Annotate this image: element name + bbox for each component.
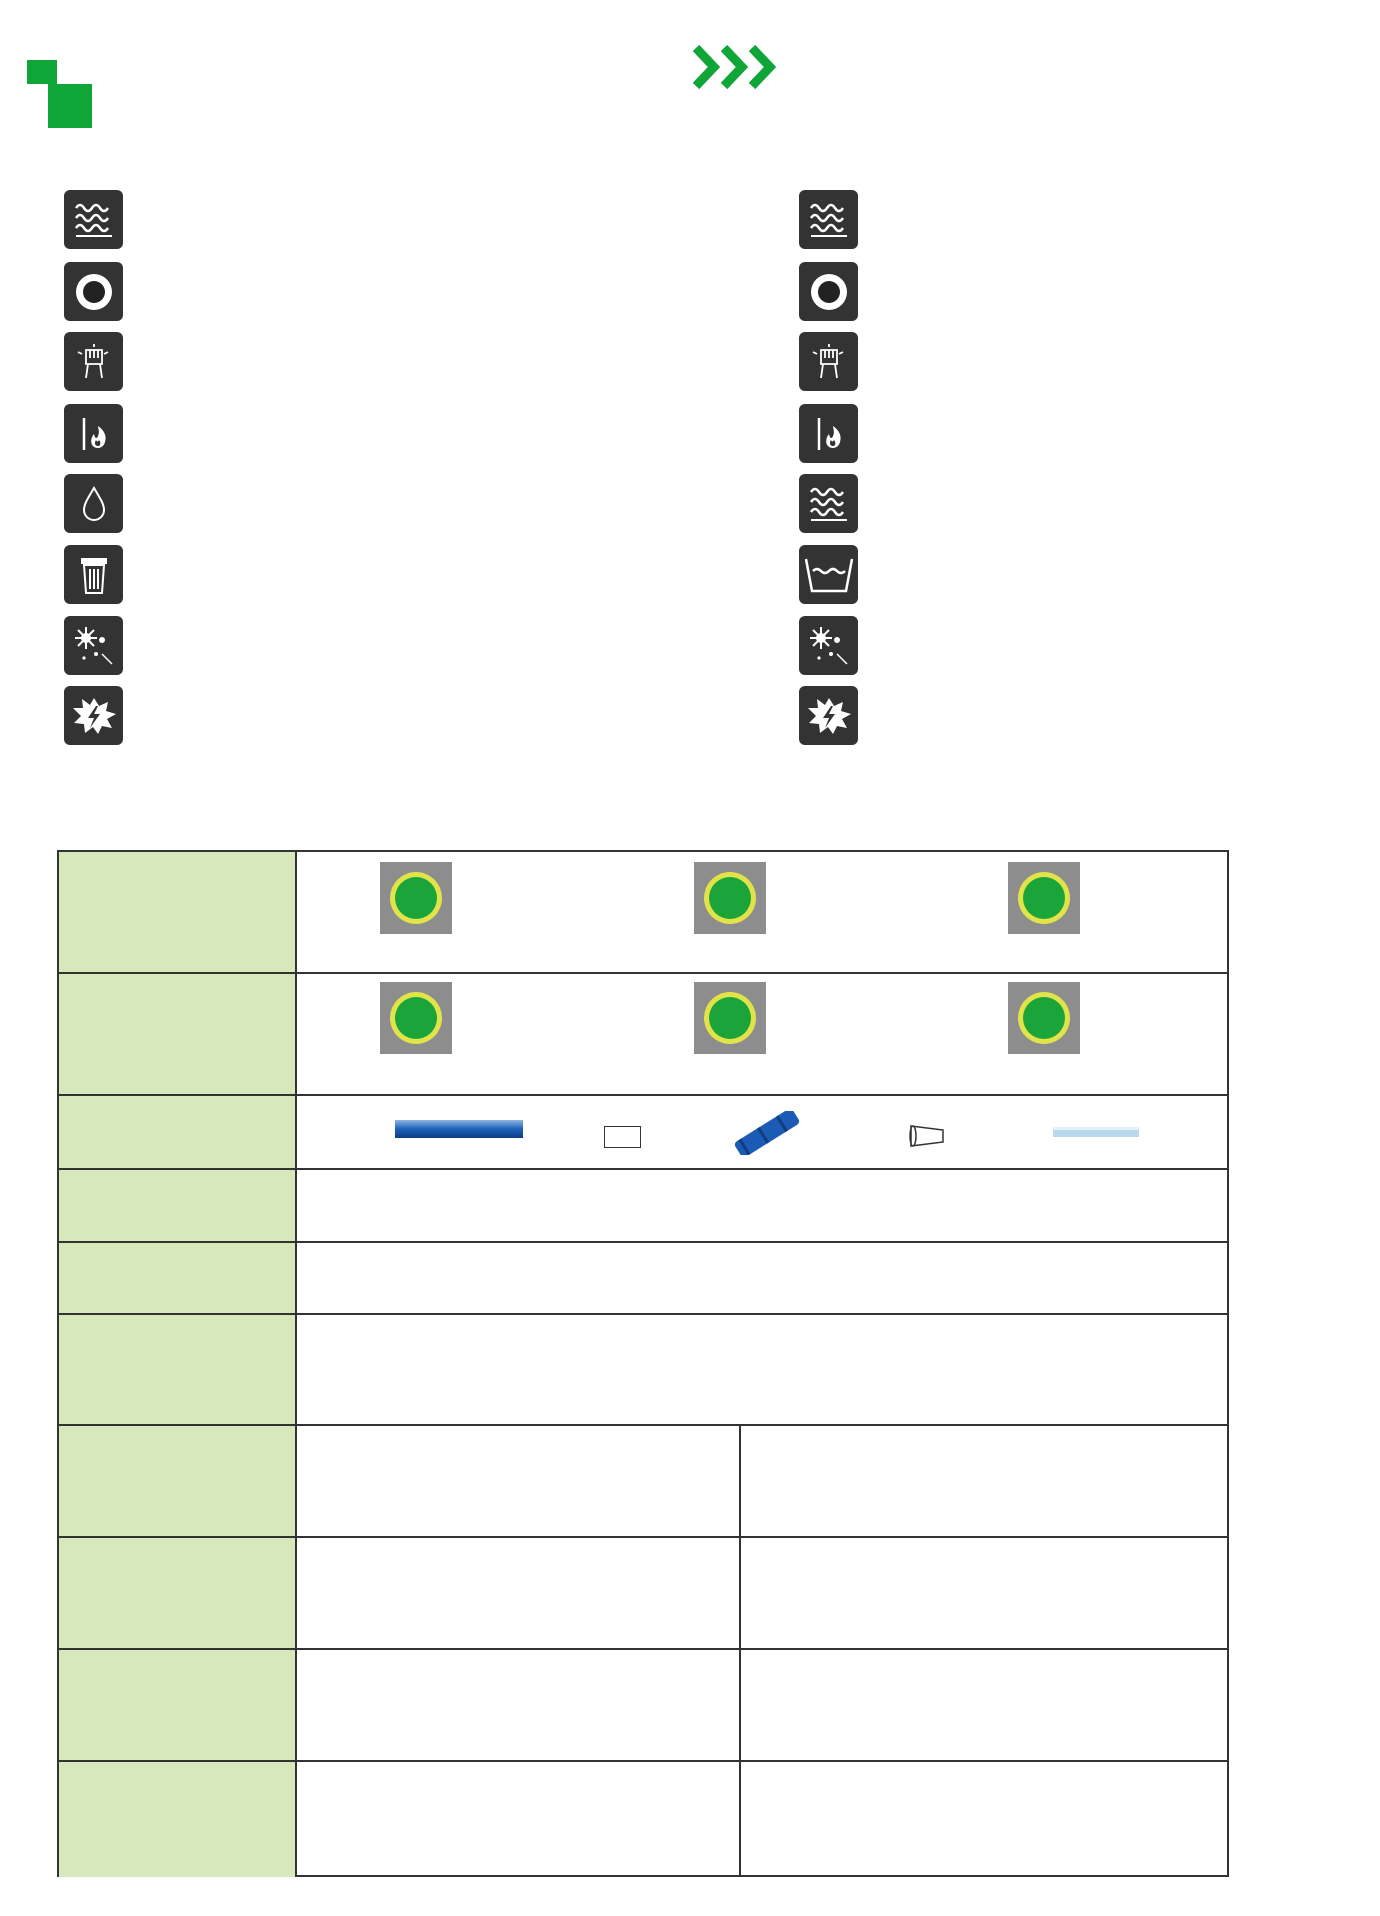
logo-square-large [48,84,92,128]
supply-type-badge [1008,982,1080,1054]
feature-item [799,474,881,533]
wave-icon [64,190,123,249]
wash-icon [799,545,858,604]
feature-item [799,616,881,675]
static-icon [64,686,123,745]
row-header [59,1426,297,1536]
row-header [59,852,297,972]
wave-icon [799,474,858,533]
supply-type-badge [380,982,452,1054]
supply-type-badge [694,982,766,1054]
feature-item [799,262,881,321]
chevron-arrows-icon [692,44,782,90]
badge-code [395,997,437,1039]
feature-item [64,616,146,675]
circle-icon [799,262,858,321]
logo-square-small [27,60,57,84]
fist-icon [799,332,858,391]
round-duct-image [395,1118,525,1140]
static-icon [799,686,858,745]
feature-item [64,190,146,249]
feature-item [64,404,146,463]
row-header [59,1762,297,1877]
feature-item [64,545,146,604]
feature-item [64,474,146,533]
drop-icon [64,474,123,533]
row-header [59,974,297,1094]
row-header [59,1538,297,1648]
feature-item [799,332,881,391]
mold-icon [64,616,123,675]
tilted-duct-image [731,1111,803,1155]
row-header [59,1170,297,1241]
feature-item [799,190,881,249]
badge-code [709,997,751,1039]
feature-item [799,686,881,745]
wave-icon [799,190,858,249]
mold-icon [799,616,858,675]
badge-code [1023,997,1065,1039]
row-header-shapes [59,1096,297,1168]
light-duct-image [1053,1123,1141,1141]
supply-type-badge [1008,862,1080,934]
row-header [59,1650,297,1760]
spec-table [57,850,1229,1877]
supply-type-badge [380,862,452,934]
trash-icon [64,545,123,604]
column-divider [739,1426,741,1877]
circle-icon [64,262,123,321]
badge-code [1023,877,1065,919]
badge-code [709,877,751,919]
feature-item [64,262,146,321]
feature-item [799,545,881,604]
rectangle-shape-icon [604,1126,641,1148]
fist-icon [64,332,123,391]
fire-icon [799,404,858,463]
feature-item [64,332,146,391]
fire-icon [64,404,123,463]
feature-item [799,404,881,463]
row-header-install [59,1315,297,1424]
supply-type-badge [694,862,766,934]
feature-item [64,686,146,745]
cone-shape-icon [907,1122,947,1150]
row-header [59,1243,297,1313]
badge-code [395,877,437,919]
